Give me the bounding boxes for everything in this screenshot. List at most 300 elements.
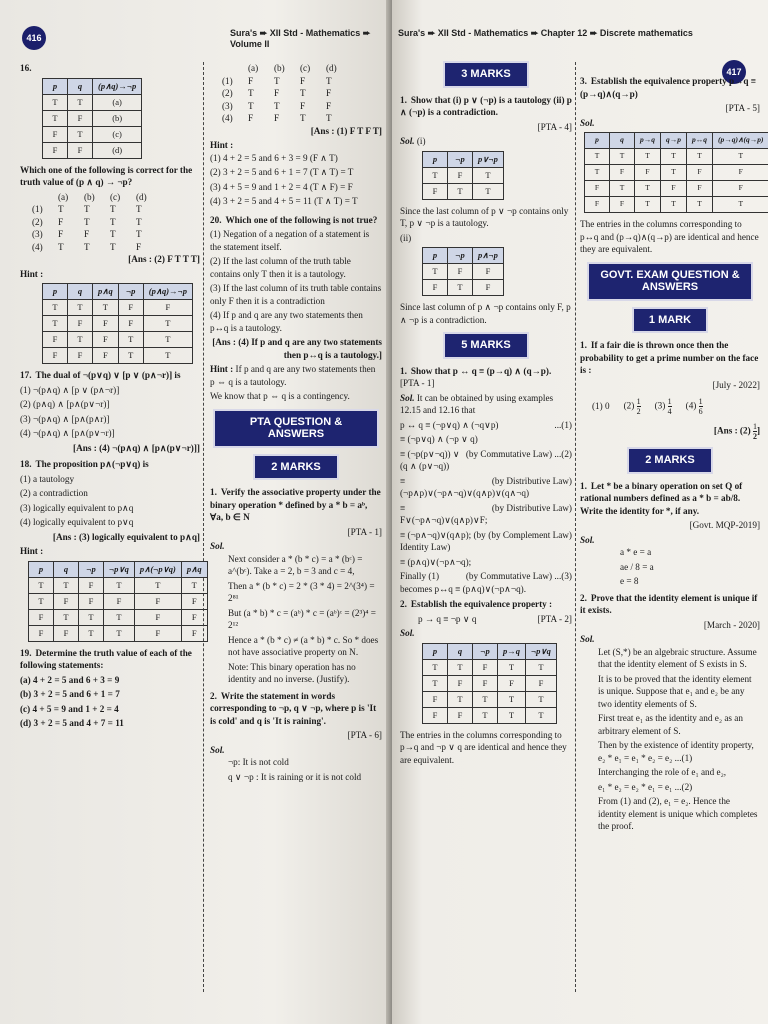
text-line: (4) 3 + 2 = 5 and 4 + 5 = 11 (T ∧ T) = T	[210, 196, 358, 206]
table-cell: T	[54, 609, 79, 625]
option-cell: (1)	[222, 75, 233, 86]
table-row	[423, 707, 557, 723]
table-cell: (a)	[93, 94, 142, 110]
table-cell: T	[79, 609, 104, 625]
option-label: (3)	[654, 400, 668, 411]
truth-table	[422, 643, 557, 724]
three-marks-banner: 3 MARKS	[443, 61, 529, 88]
solution-text: Since last column of p ∧ ¬p contains only F, p ∧ ¬p is a contradiction.	[400, 302, 571, 325]
table-cell: F	[118, 316, 143, 332]
table-cell: F	[68, 348, 93, 364]
answer-label: [Ans : (2)	[713, 425, 751, 436]
running-head: Sura's ➨ XII Std - Mathematics ➨ Volume II	[230, 28, 371, 49]
option-cell: T	[58, 241, 64, 252]
table-cell: T	[448, 659, 473, 675]
solution-lines	[598, 646, 760, 833]
table-cell: p∨¬p	[473, 151, 504, 167]
table-cell: ¬p∨q	[526, 643, 557, 659]
question-number: 17.	[20, 370, 32, 380]
hint-label: Hint :	[20, 546, 44, 556]
table-cell: T	[473, 707, 498, 723]
text-line: (1) ¬(p∧q) ∧ [p ∨ (p∧¬r)]	[20, 384, 120, 395]
question-text: Write the statement in words corresponding to ¬p, q ∨ ¬p, where p is 'It is cold' and q is 'It is raining'.	[210, 690, 377, 726]
table-cell: (b)	[93, 110, 142, 126]
table-cell: T	[68, 94, 93, 110]
derivation-step	[400, 556, 572, 569]
text-line: (3) logically equivalent to p∧q	[20, 502, 134, 513]
table-cell: T	[43, 110, 68, 126]
part-label: (i)	[416, 136, 426, 146]
table-row	[29, 577, 208, 593]
table-cell: (d)	[93, 142, 142, 158]
text-line: It is to be proved that the identity element is unique. Suppose that e₁ and e₂ be any two identity elements of S.	[598, 673, 752, 709]
step-note: (by Complement Law)	[488, 529, 572, 540]
table-cell: T	[134, 577, 181, 593]
option-cell: T	[58, 204, 64, 214]
hint-truth-table	[42, 283, 193, 364]
solution-label: Sol.	[210, 744, 225, 755]
table-cell: F	[713, 165, 768, 181]
option-cell: T	[136, 216, 142, 227]
question-number: 1.	[210, 487, 217, 497]
table-cell: F	[181, 609, 207, 625]
step-expression: ≡ F∨(¬p∧¬q)∨(q∧p)∨F;	[400, 502, 488, 525]
text-line: Interchanging the role of e₁ and e₂,	[598, 767, 727, 777]
govt-question-1	[580, 339, 760, 441]
truth-table	[584, 132, 768, 213]
one-mark-banner: 1 MARK	[632, 307, 708, 334]
answer-close: ]	[756, 425, 760, 436]
hint-text: If p and q are any two statements then p ⇔ q is a tautology.	[210, 364, 376, 387]
option-item	[592, 400, 610, 413]
option-cell: T	[84, 216, 90, 227]
option-row	[592, 397, 760, 416]
option-cell: T	[110, 229, 116, 239]
table-cell: T	[79, 625, 104, 641]
solution-text: The entries in the columns corresponding to p→q and ¬p ∨ q are identical and hence they are equivalent.	[400, 729, 567, 765]
question-number: 1.	[400, 94, 407, 105]
option-cell: T	[136, 229, 142, 239]
table-cell: ¬p∨q	[104, 561, 135, 577]
option-cell: F	[84, 229, 90, 239]
table-cell: F	[713, 181, 768, 197]
left-column	[20, 62, 200, 732]
table-cell: F	[473, 280, 504, 296]
solution-text: Since the last column of p ∨ ¬p contains only T, p ∨ ¬p is a tautology.	[400, 205, 569, 228]
exam-tag: [March - 2020]	[703, 619, 760, 630]
option-row	[32, 228, 200, 241]
table-cell: q	[54, 561, 79, 577]
step-expression: ≡ (¬p(p∨¬q)) ∨ (q ∧ (p∨¬q))	[400, 448, 460, 471]
table-cell: F	[423, 183, 448, 199]
table-cell: T	[43, 316, 68, 332]
left-page-right-column	[210, 62, 382, 785]
table-cell: p→q	[635, 133, 661, 149]
running-head: Sura's ➨ XII Std - Mathematics ➨ Chapter 12 ➨ Discrete mathematics	[398, 28, 693, 38]
question-number: 2.	[210, 690, 217, 701]
table-row	[423, 659, 557, 675]
table-row	[585, 197, 768, 213]
table-cell: T	[181, 577, 207, 593]
option-cell: (a)	[58, 191, 69, 202]
text-line: Hence a * (b * c) ≠ (a * b) * c. So * does not have associative property on N.	[228, 634, 379, 657]
table-cell: T	[635, 149, 661, 165]
table-cell: q	[448, 643, 473, 659]
text-line: (b) 3 + 2 = 5 and 6 + 1 = 7	[20, 689, 120, 699]
option-row	[32, 216, 200, 229]
table-cell: F	[93, 348, 119, 364]
table-row	[423, 151, 504, 167]
table-cell: T	[43, 94, 68, 110]
option-value: 0	[605, 400, 610, 411]
question-number: 20.	[210, 214, 222, 225]
table-cell: T	[473, 167, 504, 183]
table-row	[423, 691, 557, 707]
option-cell: (4)	[222, 113, 233, 123]
question-text: The dual of ¬(p∨q) ∨ [p ∨ (p∧¬r)] is	[35, 370, 181, 380]
table-cell: T	[104, 609, 135, 625]
text-line: (3) ¬(p∧q) ∧ [p∧(p∧r)]	[20, 413, 110, 424]
question-number: 2.	[580, 592, 587, 603]
option-label: (4)	[685, 400, 699, 411]
table-cell: F	[93, 332, 119, 348]
option-cell: T	[110, 204, 116, 214]
table-row	[585, 149, 768, 165]
option-row	[32, 191, 200, 204]
option-label: (2)	[623, 400, 637, 411]
step-note: (by Commutative Law) ...(2)	[465, 448, 572, 459]
table-row	[43, 110, 142, 126]
govt-question-2	[580, 480, 760, 588]
table-cell: p∧(¬p∨q)	[134, 561, 181, 577]
option-cell: T	[248, 88, 254, 98]
step-expression: ≡ (¬p∨q) ∧ (¬p ∨ q)	[400, 434, 478, 444]
table-cell: ¬p	[118, 284, 143, 300]
question-number: 2.	[400, 599, 407, 609]
option-cell: F	[326, 100, 332, 111]
table-row	[423, 183, 504, 199]
question-text: Which one of the following is correct for the truth value of (p ∧ q) → ¬p?	[20, 164, 193, 187]
right-page-right-column	[580, 75, 764, 835]
table-row	[43, 284, 193, 300]
right-page-left-column	[400, 55, 572, 768]
step-note: ...(1)	[554, 419, 572, 430]
table-cell: F	[585, 181, 610, 197]
table-cell: T	[68, 332, 93, 348]
option-cell: (2)	[32, 216, 43, 227]
option-row	[222, 75, 382, 88]
option-cell: (a)	[248, 63, 259, 73]
table-cell: F	[29, 609, 54, 625]
option-cell: T	[274, 100, 280, 111]
option-grid	[20, 191, 200, 254]
table-cell: T	[118, 348, 143, 364]
column-divider	[203, 62, 204, 992]
equivalence-expression: p → q ≡ ¬p ∨ q	[418, 613, 477, 624]
table-cell: p	[29, 561, 54, 577]
step-note: (by Commutative Law) ...(3)	[465, 571, 572, 581]
table-cell: T	[687, 197, 713, 213]
step-note: (by Distributive Law)	[491, 502, 572, 513]
table-cell: F	[526, 675, 557, 691]
table-cell: p∧q	[181, 561, 207, 577]
table-cell: F	[498, 675, 526, 691]
solution-text: It can be obtained by using examples 12.15 and 12.16 that	[400, 392, 554, 415]
table-cell: ¬p	[79, 561, 104, 577]
text-line: (a) 4 + 2 = 5 and 6 + 3 = 9	[20, 674, 120, 685]
five-mark-question-1	[400, 365, 572, 596]
question-text: Show that (i) p ∨ (¬p) is a tautology (ii) p ∧ (¬p) is a contradiction.	[400, 94, 572, 117]
table-cell: F	[143, 300, 192, 316]
option-cell: T	[136, 204, 142, 214]
option-row	[222, 112, 382, 125]
option-cell: T	[110, 216, 116, 227]
table-cell: p↔q	[687, 133, 713, 149]
table-cell: F	[448, 675, 473, 691]
answer: [Ans : (1) F T F T]	[310, 125, 382, 136]
question-16	[20, 62, 200, 364]
page-number: 416	[22, 26, 46, 50]
table-cell: T	[143, 316, 192, 332]
table-row	[29, 609, 208, 625]
pta-banner: PTA QUESTION & ANSWERS	[213, 409, 379, 448]
table-cell: T	[661, 149, 687, 165]
solution-label: Sol.	[580, 634, 595, 644]
statement-list	[20, 674, 200, 730]
exam-tag: [Govt. MQP-2019]	[689, 520, 760, 530]
fraction-denominator: 2	[636, 407, 641, 416]
table-cell: T	[610, 181, 635, 197]
three-mark-question-2	[400, 598, 572, 766]
option-cell: F	[274, 88, 280, 98]
question-text: If a fair die is thrown once then the probability to get a prime number on the face is :	[580, 340, 759, 375]
solution-label: Sol.	[400, 392, 415, 403]
option-cell: T	[300, 113, 306, 123]
truth-table	[422, 151, 504, 200]
question-number: 1.	[580, 340, 587, 350]
table-cell: F	[448, 707, 473, 723]
text-line: Note: This binary operation has no identity and no inverse. (Justify).	[228, 661, 356, 684]
table-cell: T	[423, 659, 448, 675]
exam-tag: [PTA - 2]	[537, 613, 572, 624]
table-cell: T	[448, 183, 473, 199]
hint-list	[210, 152, 382, 208]
table-cell: F	[79, 577, 104, 593]
option-cell: T	[84, 204, 90, 214]
table-cell: F	[687, 165, 713, 181]
table-cell: p∧q	[93, 284, 119, 300]
table-cell: p	[585, 133, 610, 149]
step-expression: ≡ (p∧q)∨(¬p∧¬q);	[400, 556, 472, 567]
table-cell: F	[54, 625, 79, 641]
option-list	[20, 384, 200, 440]
text-line: ¬p: It is not cold	[228, 757, 289, 767]
table-cell: p	[423, 248, 448, 264]
table-row	[423, 167, 504, 183]
table-cell: ¬p	[448, 151, 473, 167]
table-row	[423, 675, 557, 691]
fraction-numerator: 1	[698, 397, 703, 406]
table-row	[29, 625, 208, 641]
question-number: 18.	[20, 459, 32, 469]
table-cell: (p∧q)→¬p	[143, 284, 192, 300]
text-line: First treat e₁ as the identity and e₂ as an arbitrary element of S.	[598, 713, 743, 736]
exam-tag: [PTA - 6]	[347, 730, 382, 740]
option-cell: F	[300, 75, 306, 86]
option-row	[222, 87, 382, 100]
question-18	[20, 458, 200, 642]
table-cell: q→p	[661, 133, 687, 149]
option-cell: T	[248, 100, 254, 111]
option-cell: F	[58, 216, 64, 227]
text-line: (2) If the last column of the truth table contains only T then it is a tautology.	[210, 256, 351, 279]
table-cell: ¬p	[448, 248, 473, 264]
table-row	[43, 94, 142, 110]
text-line: (c) 4 + 5 = 9 and 1 + 2 = 4	[20, 703, 119, 714]
option-cell: F	[248, 113, 254, 123]
table-cell: T	[473, 691, 498, 707]
table-cell: T	[68, 300, 93, 316]
govt-exam-banner: GOVT. EXAM QUESTION & ANSWERS	[587, 262, 753, 301]
fraction-numerator: 1	[667, 397, 672, 406]
option-cell: T	[300, 88, 306, 98]
derivation-step	[400, 433, 572, 446]
derivation-steps	[400, 419, 572, 581]
table-cell: F	[43, 348, 68, 364]
question-text: Establish the equivalence property :	[410, 599, 553, 609]
table-row	[43, 142, 142, 158]
table-cell: F	[54, 593, 79, 609]
table-cell: (p→q)∧(q→p)	[713, 133, 768, 149]
hint-truth-table	[28, 561, 208, 642]
option-fraction	[668, 397, 672, 416]
table-cell: T	[687, 149, 713, 165]
step-expression: ≡ (¬p∧p)∨(¬p∧¬q)∨(q∧p)∨(q∧¬q)	[400, 475, 530, 498]
solution-lines	[228, 553, 382, 686]
answer: [Ans : (3) logically equivalent to p∧q]	[52, 531, 200, 542]
text-line: Let (S,*) be an algebraic structure. Assume that the identity element of S exists in S.	[598, 646, 757, 669]
table-cell: T	[635, 197, 661, 213]
pta-question-2	[210, 690, 382, 784]
table-cell: F	[68, 316, 93, 332]
table-cell: F	[68, 142, 93, 158]
table-cell: F	[68, 110, 93, 126]
table-cell: T	[635, 181, 661, 197]
table-cell: F	[93, 316, 119, 332]
exam-tag: [July - 2022]	[712, 379, 760, 390]
step-note: (by Distributive Law)	[491, 475, 572, 486]
page-number: 417	[722, 60, 746, 84]
table-cell: T	[29, 593, 54, 609]
five-marks-banner: 5 MARKS	[443, 332, 529, 359]
option-cell: (b)	[84, 191, 95, 202]
option-cell: T	[84, 241, 90, 252]
option-row	[32, 241, 200, 254]
right-page	[392, 0, 768, 1024]
fraction-denominator: 6	[698, 407, 703, 416]
text-line: (d) 3 + 2 = 5 and 4 + 7 = 11	[20, 718, 124, 728]
answer: [Ans : (4) ¬(p∧q) ∧ [p∧(p∨¬r)]]	[73, 442, 200, 453]
option-item	[624, 397, 641, 416]
table-cell: T	[713, 197, 768, 213]
table-cell: ¬p	[473, 643, 498, 659]
table-cell: T	[104, 577, 135, 593]
table-cell: F	[118, 300, 143, 316]
table-cell: T	[498, 691, 526, 707]
question-number: 19.	[20, 647, 32, 658]
table-cell: F	[661, 181, 687, 197]
table-cell: p	[43, 284, 68, 300]
table-cell: F	[29, 625, 54, 641]
option-cell: (1)	[32, 204, 43, 214]
text-line: (4) logically equivalent to p∨q	[20, 517, 134, 527]
table-cell: F	[423, 691, 448, 707]
table-cell: T	[118, 332, 143, 348]
table-cell: p	[423, 643, 448, 659]
exam-tag: [PTA - 5]	[725, 103, 760, 113]
answer: [Ans : (4) If p and q are any two statements then p↔q is a tautology.]	[212, 337, 382, 360]
option-fraction	[637, 397, 641, 416]
part-label: (ii)	[400, 232, 412, 243]
three-mark-question-3	[580, 75, 764, 256]
table-row	[423, 264, 504, 280]
derivation-step	[400, 419, 572, 432]
table-row	[423, 643, 557, 659]
truth-table	[42, 78, 142, 159]
table-cell: F	[473, 659, 498, 675]
table-cell: F	[448, 264, 473, 280]
text-line: ae / 8 = a	[620, 561, 654, 572]
question-text: Determine the truth value of each of the following statements:	[20, 647, 192, 670]
table-cell: (p∧q)→¬p	[93, 78, 142, 94]
question-number: 16.	[20, 63, 32, 73]
question-17	[20, 369, 200, 454]
table-cell: F	[423, 707, 448, 723]
solution-lines	[620, 546, 760, 588]
table-cell: T	[68, 126, 93, 142]
text-line: Then by the existence of identity property, e₂ * e₁ = e₁ * e₂ = e₂ ...(1)	[598, 740, 754, 763]
text-line: But (a * b) * c = (aᵇ) * c = (aᵇ)ᶜ = (2³)⁴ = 2¹²	[228, 607, 376, 630]
table-row	[423, 248, 504, 264]
table-row	[29, 561, 208, 577]
text-line: (1) a tautology	[20, 473, 75, 484]
table-cell: T	[423, 264, 448, 280]
table-cell: T	[713, 149, 768, 165]
option-cell: (c)	[300, 63, 311, 73]
option-item	[686, 397, 703, 416]
option-cell: F	[300, 100, 306, 111]
table-cell: F	[635, 165, 661, 181]
option-cell: F	[248, 75, 254, 86]
option-cell: F	[274, 113, 280, 123]
table-cell: T	[448, 691, 473, 707]
text-line: q ∨ ¬p : It is raining or it is not cold	[228, 771, 362, 782]
text-line: e = 8	[620, 576, 639, 586]
option-list	[210, 228, 382, 334]
option-cell: (d)	[326, 63, 337, 73]
table-cell: F	[43, 332, 68, 348]
table-cell: F	[43, 126, 68, 142]
pta-question-1	[210, 486, 382, 686]
table-cell: F	[79, 593, 104, 609]
text-line: (2) 3 + 2 = 5 and 6 + 1 = 7 (T ∧ T) = T	[210, 167, 354, 177]
option-row	[222, 100, 382, 113]
table-cell: T	[585, 149, 610, 165]
table-row	[43, 126, 142, 142]
table-cell: (c)	[93, 126, 142, 142]
option-cell: F	[136, 241, 142, 252]
table-cell: T	[143, 348, 192, 364]
